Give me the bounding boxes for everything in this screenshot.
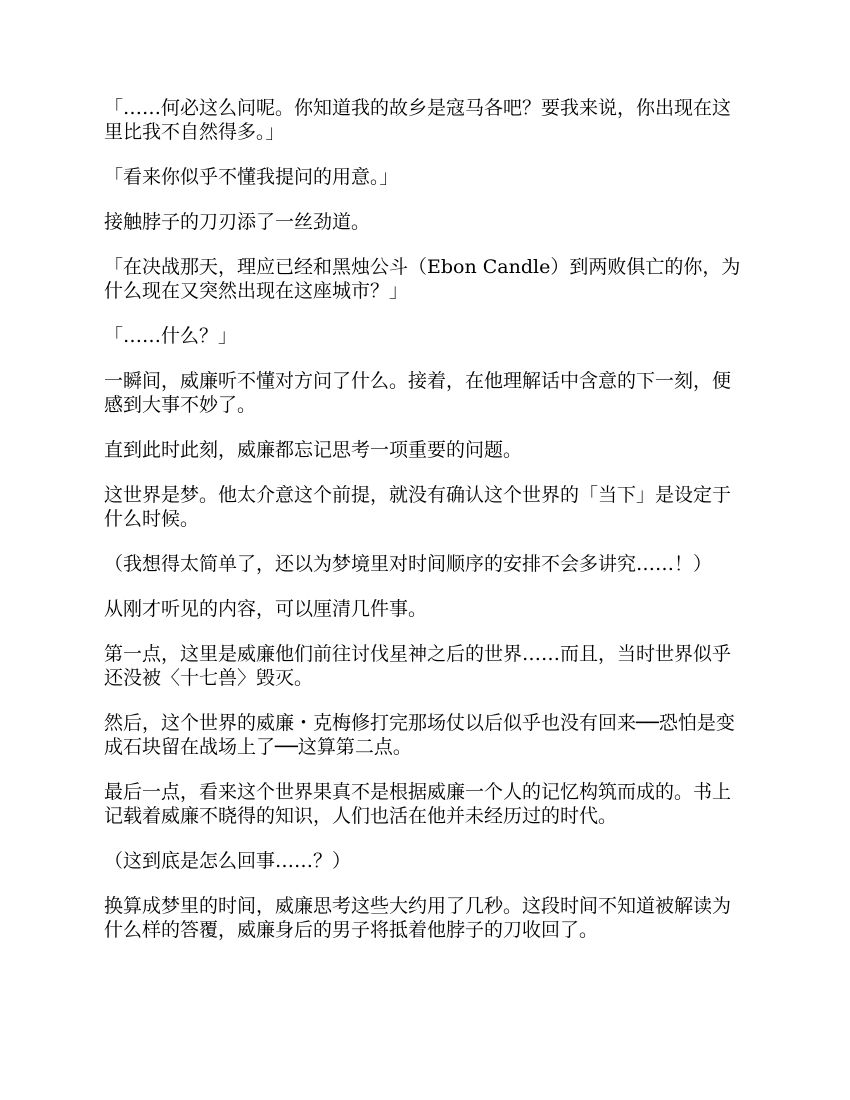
paragraph: 「……何必这么问呢。你知道我的故乡是寇马各吧？要我来说，你出现在这里比我不自然得多。」 — [104, 97, 732, 143]
paragraph: 第一点，这里是威廉他们前往讨伐星神之后的世界……而且，当时世界似乎还没被〈十七兽〉毁灭。 — [104, 643, 732, 689]
document-body — [104, 96, 744, 963]
paragraph: 最后一点，看来这个世界果真不是根据威廉一个人的记忆构筑而成的。书上记载着威廉不晓得的知识，人们也活在他并未经历过的时代。 — [104, 781, 732, 827]
paragraph: 这世界是梦。他太介意这个前提，就没有确认这个世界的「当下」是设定于什么时候。 — [104, 484, 732, 530]
paragraph: 「在决战那天，理应已经和黑烛公斗（Ebon Candle）到两败俱亡的你，为什么现在又突然出现在这座城市？」 — [104, 256, 741, 302]
paragraph: 「看来你似乎不懂我提问的用意。」 — [104, 166, 399, 188]
paragraph: 「……什么？」 — [104, 325, 238, 347]
paragraph: 从刚才听见的内容，可以厘清几件事。 — [104, 598, 428, 620]
paragraph: （这到底是怎么回事……？） — [104, 850, 352, 872]
paragraph: 直到此时此刻，威廉都忘记思考一项重要的问题。 — [104, 439, 523, 461]
paragraph: 换算成梦里的时间，威廉思考这些大约用了几秒。这段时间不知道被解读为什么样的答覆，威廉身后的男子将抵着他脖子的刀收回了。 — [104, 895, 732, 941]
paragraph: （我想得太简单了，还以为梦境里对时间顺序的安排不会多讲究……！） — [104, 553, 713, 575]
paragraph: 接触脖子的刀刃添了一丝劲道。 — [104, 211, 371, 233]
paragraph: 然后，这个世界的威廉・克梅修打完那场仗以后似乎也没有回来──恐怕是变成石块留在战场上了──这算第二点。 — [104, 712, 735, 758]
paragraph: 一瞬间，威廉听不懂对方问了什么。接着，在他理解话中含意的下一刻，便感到大事不妙了。 — [104, 370, 732, 416]
